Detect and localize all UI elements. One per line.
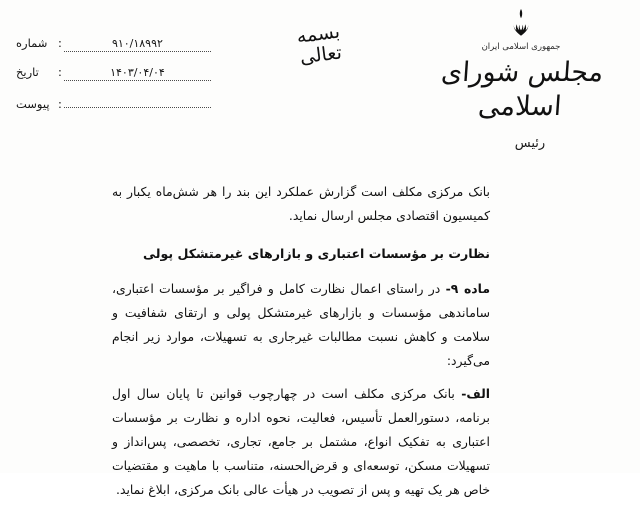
letterhead — [0, 0, 640, 170]
meta-row-number — [16, 36, 211, 52]
section-heading: نظارت بر مؤسسات اعتباری و بازارهای غیرمتشکل پولی — [143, 246, 490, 262]
article-text: در راستای اعمال نظارت کامل و فراگیر بر مؤسسات اعتباری، ساماندهی مؤسسات و بازارهای غیرمتشکل پولی و ارتقای شفافیت و سلامت و کاهش نسبت مطالبات غیرجاری به تسهیلات، موارد زیر انجام می‌گیرد: — [112, 280, 490, 369]
paragraph-1: بانک مرکزی مکلف است گزارش عملکرد این بند را هر شش‌ماه یکبار به کمیسیون اقتصادی مجلس ارسال نماید. — [112, 184, 490, 224]
role-title: رئیس — [514, 135, 546, 151]
meta-row-attachment — [16, 94, 211, 111]
iran-emblem-icon — [504, 6, 538, 40]
meta-value-attachment — [64, 94, 211, 108]
meta-colon: : — [58, 36, 62, 50]
country-line: جمهوری اسلامی ایران — [481, 42, 561, 52]
meta-label-number: شماره — [16, 36, 48, 50]
bismillah-seal: بسمه تعالی — [295, 20, 343, 69]
letter-meta — [16, 36, 211, 124]
article-9-paragraph — [112, 277, 490, 374]
clause-alef-paragraph — [112, 382, 490, 503]
masthead — [416, 6, 626, 151]
article-label: ماده ۹- — [445, 280, 490, 296]
meta-row-date — [16, 65, 211, 81]
institution-title: مجلس شورای اسلامی — [440, 57, 605, 122]
meta-colon: : — [58, 97, 62, 111]
meta-value-date: ۱۴۰۳/۰۴/۰۴ — [64, 66, 211, 81]
document-body — [112, 180, 490, 509]
meta-label-date: تاریخ — [16, 65, 39, 79]
clause-text: بانک مرکزی مکلف است در چهارچوب قوانین تا پایان سال اول برنامه، دستورالعمل تأسیس، فعالیت، نحوه اداره و نظارت بر مؤسسات اعتباری به تفکیک انواع، مشتمل بر جامع، تجاری، تخصصی، پس‌انداز و تسهیلات مسکن، توسعه‌ای و قرض‌الحسنه، متناسب با ماهیت و مقتضیات خاص هر یک تهیه و پس از تصویب در هیأت عالی بانک مرکزی، ابلاغ نماید. — [112, 385, 490, 498]
meta-value-number: ۹۱۰/۱۸۹۹۲ — [64, 37, 211, 52]
meta-colon: : — [58, 65, 62, 79]
clause-label: الف- — [461, 385, 490, 401]
meta-label-attachment: پیوست — [16, 97, 50, 111]
